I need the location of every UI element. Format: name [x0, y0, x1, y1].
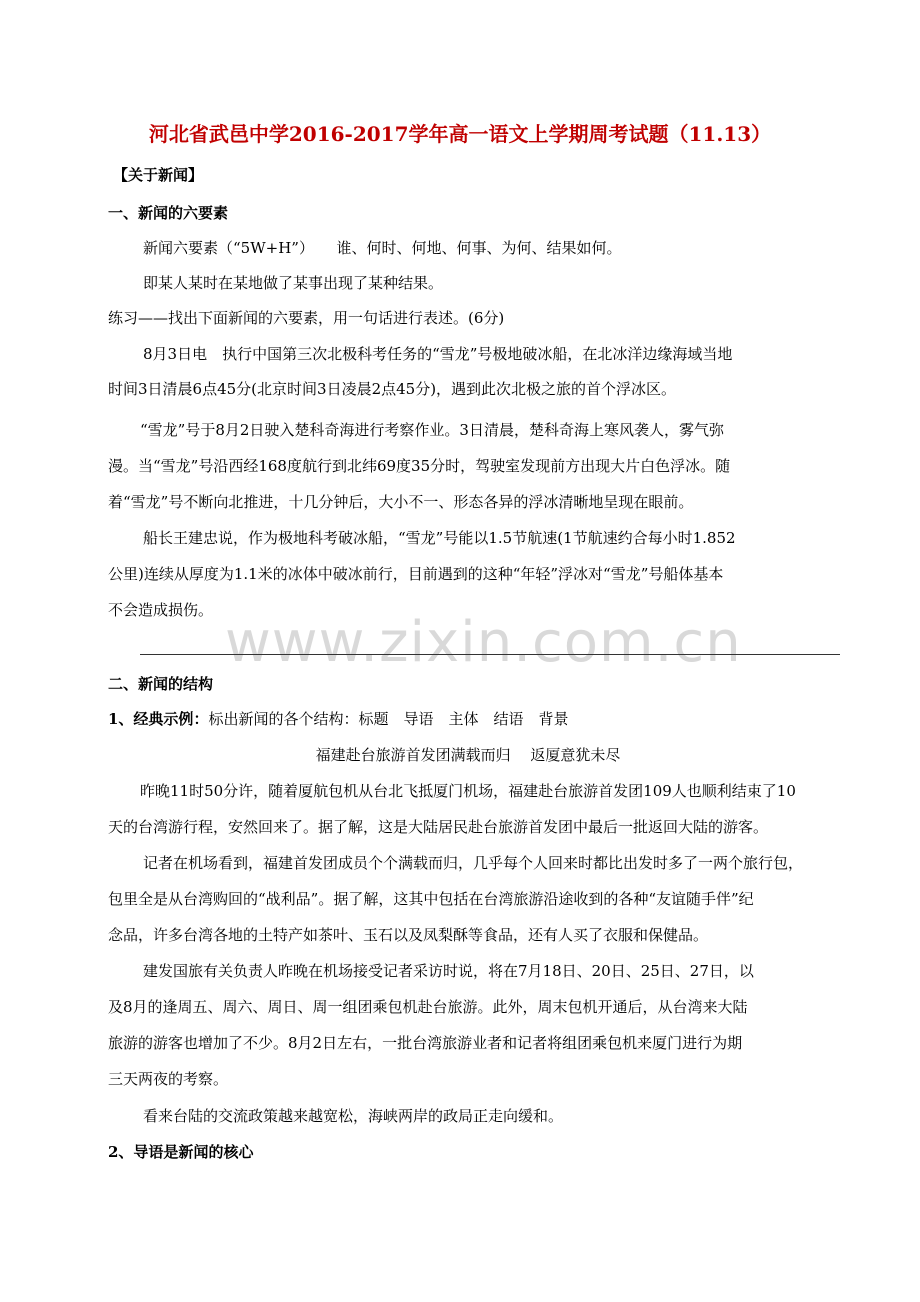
news1-line: 8月3日电 执行中国第三次北极科考任务的“雪龙”号极地破冰船，在北冰洋边缘海域当地	[143, 345, 733, 363]
news1-line: 船长王建忠说，作为极地科考破冰船，“雪龙”号能以1.5节航速(1节航速约合每小时1.852	[143, 529, 736, 547]
news2-line: 三天两夜的考察。	[108, 1070, 229, 1088]
part1-heading: 一、新闻的六要素	[108, 204, 229, 222]
news2-line: 记者在机场看到，福建首发团成员个个满载而归，几乎每个人回来时都比出发时多了一两个旅行包，	[143, 854, 804, 872]
news1-line: 公里)连续从厚度为1.1米的冰体中破冰前行，目前遇到的这种“年轻”浮冰对“雪龙”号船体基本	[108, 565, 724, 583]
example-label: 1、经典示例：	[108, 710, 209, 728]
news2-line: 包里全是从台湾购回的“战利品”。据了解，这其中包括在台湾旅游沿途收到的各种“友谊随手伴”纪	[108, 890, 754, 908]
news2-line: 天的台湾游行程，安然回来了。据了解，这是大陆居民赴台旅游首发团中最后一批返回大陆的游客。	[108, 818, 769, 836]
exercise-line: 练习——找出下面新闻的六要素，用一句话进行表述。(6分)	[108, 309, 505, 327]
news1-line: 时间3日清晨6点45分(北京时间3日凌晨2点45分)，遇到此次北极之旅的首个浮冰区。	[108, 380, 677, 398]
news2-title: 福建赴台旅游首发团满载而归 返厦意犹未尽	[315, 746, 621, 764]
divider-rule	[140, 654, 840, 655]
news2-line: 念品，许多台湾各地的土特产如茶叶、玉石以及凤梨酥等食品，还有人买了衣服和保健品。	[108, 926, 709, 944]
section-heading: 【关于新闻】	[113, 166, 204, 184]
example-text: 标出新闻的各个结构：标题 导语 主体 结语 背景	[208, 710, 569, 728]
subheading-2: 2、导语是新闻的核心	[108, 1143, 254, 1161]
news2-line: 昨晚11时50分许，随着厦航包机从台北飞抵厦门机场，福建赴台旅游首发团109人也顺利结束了10	[140, 782, 796, 800]
news1-line: 着“雪龙”号不断向北推进，十几分钟后，大小不一、形态各异的浮冰清晰地呈现在眼前。	[108, 493, 694, 511]
part2-heading: 二、新闻的结构	[108, 675, 214, 693]
news1-line: 不会造成损伤。	[108, 601, 214, 619]
news1-line: 漫。当“雪龙”号沿西经168度航行到北纬69度35分时，驾驶室发现前方出现大片白色浮冰。随	[108, 457, 731, 475]
watermark: www.zixin.com.cn	[225, 610, 742, 675]
news2-line: 旅游的游客也增加了不少。8月2日左右，一批台湾旅游业者和记者将组团乘包机来厦门进行为期	[108, 1034, 743, 1052]
news2-line: 及8月的逢周五、周六、周日、周一组团乘包机赴台旅游。此外，周末包机开通后，从台湾来大陆	[108, 998, 748, 1016]
part1-line2: 即某人某时在某地做了某事出现了某种结果。	[143, 274, 444, 292]
document-title: 河北省武邑中学2016-2017学年高一语文上学期周考试题（11.13）	[148, 122, 772, 146]
news2-line: 建发国旅有关负责人昨晚在机场接受记者采访时说，将在7月18日、20日、25日、27日，以	[143, 962, 754, 980]
part1-line1: 新闻六要素（“5W+H”） 谁、何时、何地、何事、为何、结果如何。	[143, 239, 622, 257]
example-line	[108, 709, 568, 729]
news2-line: 看来台陆的交流政策越来越宽松，海峡两岸的政局正走向缓和。	[143, 1107, 564, 1125]
news1-line: “雪龙”号于8月2日驶入楚科奇海进行考察作业。3日清晨，楚科奇海上寒风袭人，雾气弥	[140, 421, 724, 439]
